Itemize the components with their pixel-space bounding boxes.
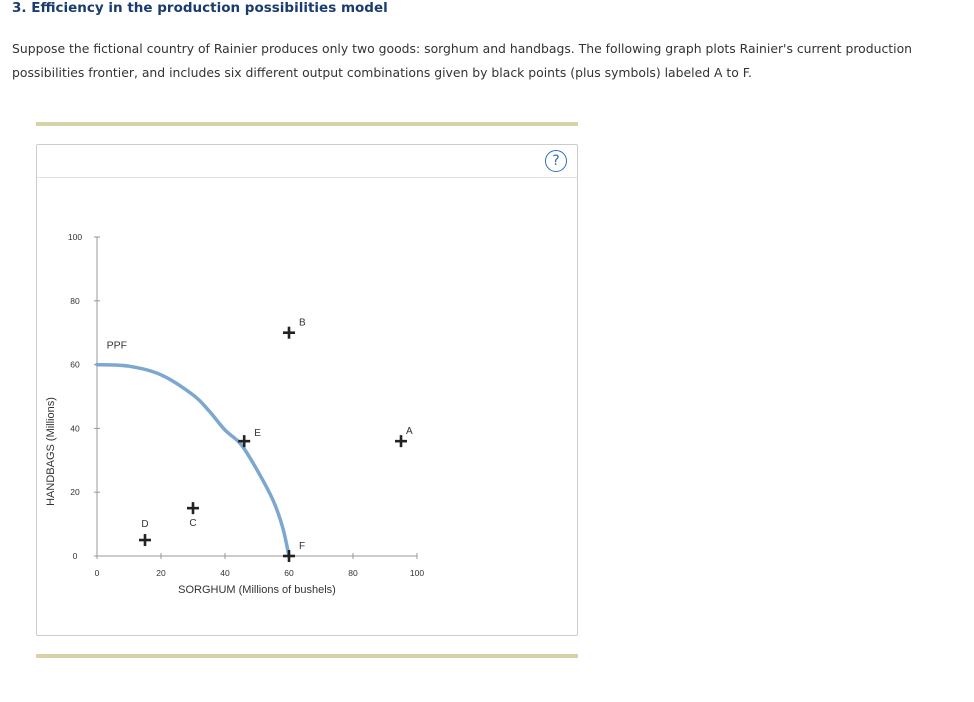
x-tick-label: 0	[94, 568, 100, 578]
bottom-divider	[36, 654, 578, 658]
point-c[interactable]	[187, 502, 199, 529]
y-tick-label: 80	[70, 295, 80, 306]
point-label: C	[189, 518, 197, 530]
point-label: E	[254, 428, 261, 440]
point-d[interactable]	[139, 519, 151, 546]
point-label: A	[406, 426, 413, 438]
points-group[interactable]	[139, 318, 413, 562]
y-tick-label: 60	[70, 359, 80, 370]
point-b[interactable]	[283, 318, 306, 339]
point-label: B	[299, 317, 306, 329]
x-tick-label: 60	[284, 568, 294, 578]
x-tick-label: 20	[156, 568, 166, 578]
y-tick-label: 100	[67, 232, 83, 242]
x-tick-label: 40	[220, 568, 230, 578]
x-tick-label: 80	[348, 568, 358, 578]
question-intro: Suppose the fictional country of Rainier produces only two goods: sorghum and handbags. The following graph plots Rainier's current production possibilities frontier, and includes six different output combinations given by black points (plus symbols) labeled A to F.	[12, 41, 913, 80]
y-tick-label: 20	[70, 487, 80, 498]
ppf-chart	[36, 144, 576, 634]
point-label: F	[299, 541, 306, 552]
y-axis-title: HANDBAGS (Millions)	[45, 397, 57, 506]
ppf-curve-label: PPF	[106, 339, 128, 352]
point-label: D	[141, 519, 149, 531]
x-tick-label: 100	[409, 568, 425, 578]
question-heading: 3. Efficiency in the production possibilities model	[12, 0, 388, 16]
y-tick-label: 40	[70, 423, 80, 434]
help-button[interactable]: ?	[545, 150, 567, 172]
top-divider	[36, 122, 578, 126]
y-tick-label: 0	[72, 551, 78, 561]
point-a[interactable]	[395, 426, 413, 447]
x-axis-title: SORGHUM (Millions of bushels)	[178, 584, 336, 596]
axes	[68, 232, 424, 578]
